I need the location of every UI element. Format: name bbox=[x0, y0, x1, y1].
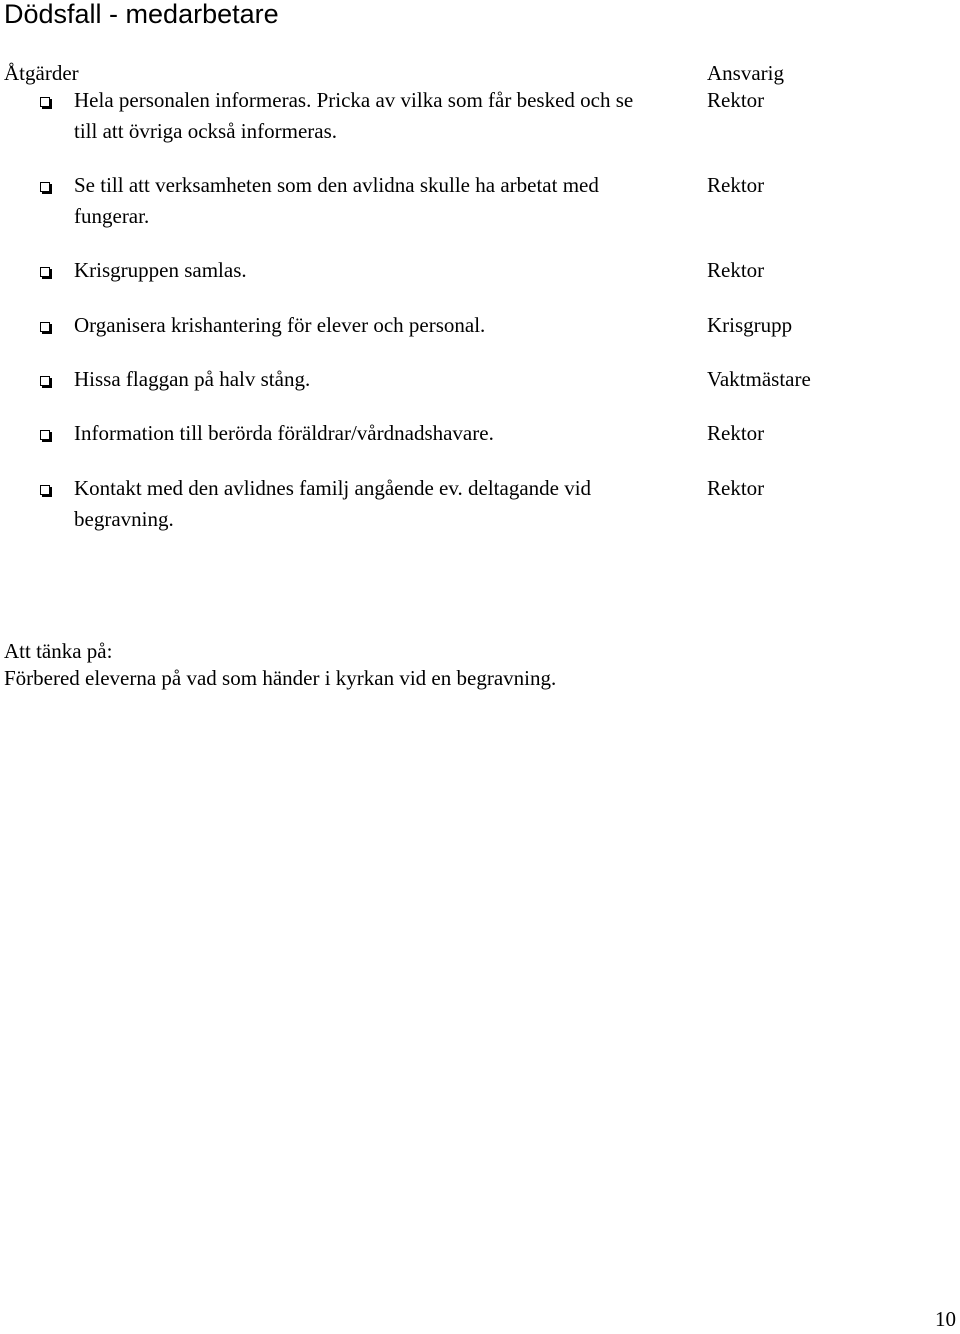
actions-column-header: Åtgärder bbox=[4, 61, 79, 85]
checklist-item-text: Hissa flaggan på halv stång. bbox=[74, 367, 311, 391]
note-text: Förbered eleverna på vad som händer i kyrkan vid en begravning. bbox=[4, 666, 557, 690]
checklist-item-text: Organisera krishantering för elever och personal. bbox=[74, 313, 486, 337]
checklist-item-responsible: Rektor bbox=[707, 258, 765, 282]
checklist-item-responsible: Rektor bbox=[707, 421, 765, 445]
page-title: Dödsfall - medarbetare bbox=[4, 0, 279, 29]
checklist-item-text: Hela personalen informeras. Pricka av vilka som får besked och se till att övriga också informeras. bbox=[74, 88, 634, 143]
checkbox-icon bbox=[40, 97, 50, 107]
checklist-item-responsible: Krisgrupp bbox=[707, 313, 793, 337]
checklist-item-text: Krisgruppen samlas. bbox=[74, 258, 247, 282]
note-heading: Att tänka på: bbox=[4, 639, 113, 663]
checkbox-icon bbox=[40, 182, 50, 192]
page-number: 10 bbox=[935, 1307, 956, 1331]
checklist-item-text: Se till att verksamheten som den avlidna skulle ha arbetat med fungerar. bbox=[74, 173, 599, 228]
checkbox-icon bbox=[40, 376, 50, 386]
checkbox-icon bbox=[40, 322, 50, 332]
checklist-item-responsible: Rektor bbox=[707, 173, 765, 197]
checklist-item-responsible: Vaktmästare bbox=[707, 367, 811, 391]
checklist-item-text: Information till berörda föräldrar/vårdnadshavare. bbox=[74, 421, 494, 445]
checkbox-icon bbox=[40, 267, 50, 277]
checklist-item-responsible: Rektor bbox=[707, 476, 765, 500]
checklist-item-responsible: Rektor bbox=[707, 88, 765, 112]
checkbox-icon bbox=[40, 485, 50, 495]
responsible-column-header: Ansvarig bbox=[707, 61, 784, 85]
checklist-item-text: Kontakt med den avlidnes familj angående ev. deltagande vid begravning. bbox=[74, 476, 592, 531]
checkbox-icon bbox=[40, 430, 50, 440]
